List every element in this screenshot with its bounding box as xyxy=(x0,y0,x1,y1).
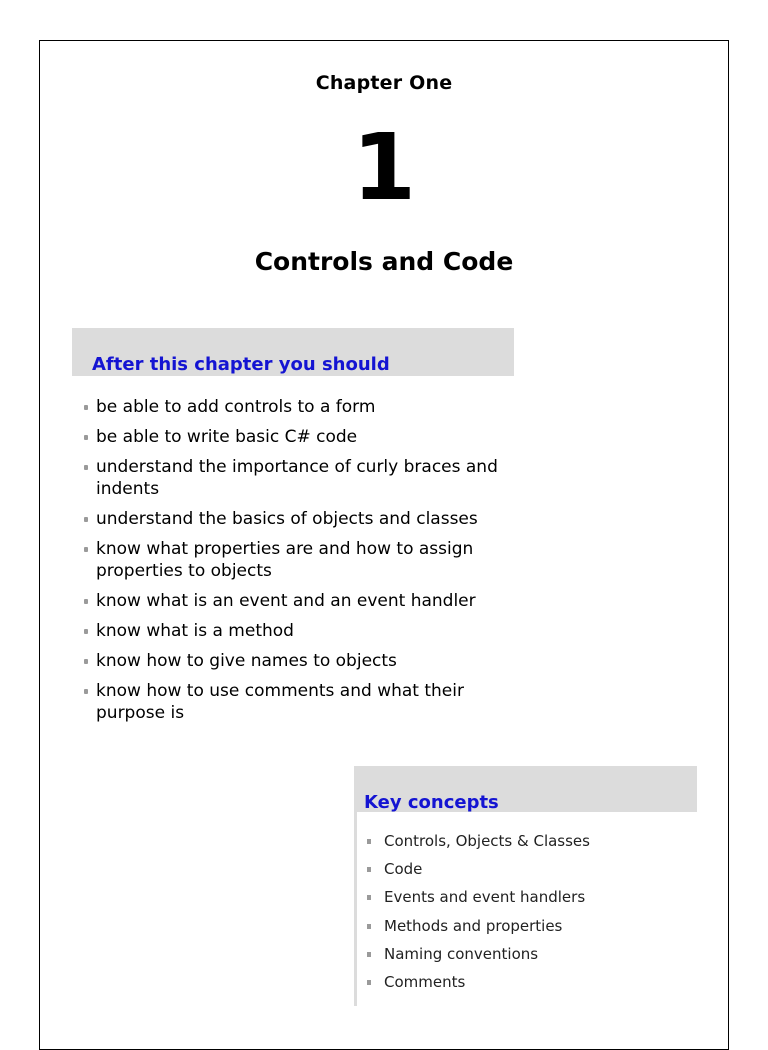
objective-item xyxy=(80,396,520,418)
key-concept-text: Naming conventions xyxy=(384,944,539,963)
key-concept-text: Events and event handlers xyxy=(384,888,586,907)
key-concept-item xyxy=(366,830,590,852)
key-concepts-box xyxy=(354,766,697,1006)
key-concepts-side-rule xyxy=(354,812,357,1006)
objective-item xyxy=(80,650,520,672)
key-concepts-heading: Key concepts xyxy=(364,792,499,813)
objective-text: be able to write basic C# code xyxy=(96,427,358,447)
objective-text: know what is an event and an event handler xyxy=(96,591,476,611)
objective-item xyxy=(80,538,520,582)
bullet-icon xyxy=(367,980,371,985)
key-concept-item xyxy=(366,915,590,937)
chapter-title: Controls and Code xyxy=(254,247,514,276)
chapter-number: 1 xyxy=(351,114,416,221)
objective-text: know what is a method xyxy=(96,621,294,641)
bullet-icon xyxy=(367,924,371,929)
key-concepts-header-panel xyxy=(354,766,697,812)
bullet-icon xyxy=(84,465,88,470)
objective-item xyxy=(80,680,520,724)
bullet-icon xyxy=(84,547,88,552)
bullet-icon xyxy=(84,629,88,634)
objectives-list xyxy=(80,396,520,732)
objective-text: be able to add controls to a form xyxy=(96,397,376,417)
bullet-icon xyxy=(84,405,88,410)
objective-text: know what properties are and how to assign properties to objects xyxy=(96,539,474,581)
key-concept-text: Comments xyxy=(384,972,466,991)
objective-item xyxy=(80,620,520,642)
bullet-icon xyxy=(84,517,88,522)
key-concept-item xyxy=(366,858,590,880)
bullet-icon xyxy=(367,895,371,900)
key-concepts-list xyxy=(366,830,590,999)
bullet-icon xyxy=(84,435,88,440)
objectives-heading: After this chapter you should xyxy=(92,354,390,375)
objective-item xyxy=(80,426,520,448)
bullet-icon xyxy=(367,952,371,957)
bullet-icon xyxy=(84,689,88,694)
key-concept-item xyxy=(366,886,590,908)
bullet-icon xyxy=(84,599,88,604)
objective-text: understand the basics of objects and classes xyxy=(96,509,478,529)
bullet-icon xyxy=(367,867,371,872)
objective-text: know how to give names to objects xyxy=(96,651,397,671)
objective-item xyxy=(80,508,520,530)
key-concept-text: Controls, Objects & Classes xyxy=(384,832,590,850)
key-concept-item xyxy=(366,971,590,993)
objective-item xyxy=(80,590,520,612)
objective-text: know how to use comments and what their purpose is xyxy=(96,681,464,723)
objectives-header-panel xyxy=(72,328,514,376)
key-concept-text: Code xyxy=(384,860,423,879)
chapter-label: Chapter One xyxy=(315,72,453,94)
bullet-icon xyxy=(84,659,88,664)
objective-item xyxy=(80,456,520,500)
key-concept-text: Methods and properties xyxy=(384,916,563,935)
objective-text: understand the importance of curly braces and indents xyxy=(96,457,498,499)
bullet-icon xyxy=(367,839,371,844)
key-concept-item xyxy=(366,943,590,965)
